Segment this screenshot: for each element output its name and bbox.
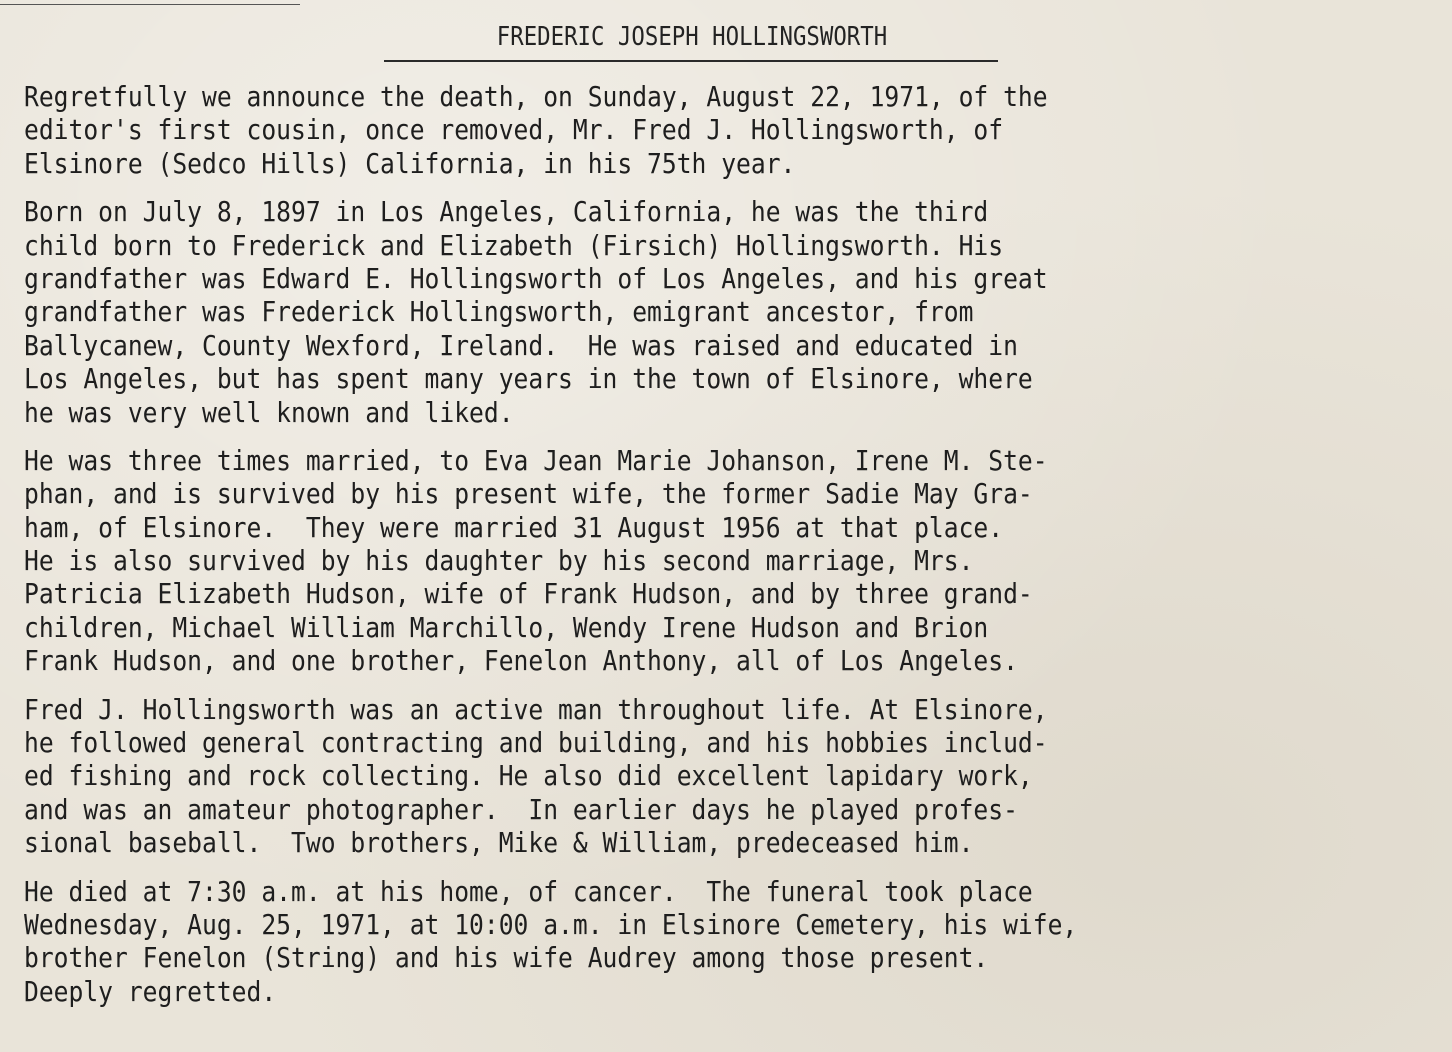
text-line: Born on July 8, 1897 in Los Angeles, California, he was the third <box>24 195 989 229</box>
text-line: Los Angeles, but has spent many years in the town of Elsinore, where <box>24 362 1033 396</box>
text-line: Elsinore (Sedco Hills) California, in his 75th year. <box>24 146 796 180</box>
paragraph-2 <box>24 195 1434 429</box>
text-line: Ballycanew, County Wexford, Ireland. He was raised and educated in <box>24 328 1018 362</box>
text-line: Regretfully we announce the death, on Sunday, August 22, 1971, of the <box>24 80 1048 113</box>
text-line: child born to Frederick and Elizabeth (Firsich) Hollingsworth. His <box>24 228 1004 262</box>
text-line: Patricia Elizabeth Hudson, wife of Frank Hudson, and by three grand- <box>24 577 1033 611</box>
title-underline <box>384 60 998 62</box>
text-line: grandfather was Frederick Hollingsworth, emigrant ancestor, from <box>24 295 974 329</box>
text-line: He died at 7:30 a.m. at his home, of cancer. The funeral took place <box>24 874 1033 908</box>
paragraph-gap <box>24 429 1434 444</box>
text-line: Deeply regretted. <box>24 974 277 1008</box>
paragraph-5 <box>24 875 1434 1009</box>
top-edge-rule <box>0 4 300 5</box>
text-line: He was three times married, to Eva Jean Marie Johanson, Irene M. Ste- <box>24 443 1048 477</box>
paragraph-gap <box>24 180 1434 195</box>
paragraph-gap <box>24 678 1434 693</box>
text-line: children, Michael William Marchillo, Wendy Irene Hudson and Brion <box>24 610 989 644</box>
paragraph-4 <box>24 693 1434 860</box>
text-line: He is also survived by his daughter by his second marriage, Mrs. <box>24 544 974 578</box>
text-line: Fred J. Hollingsworth was an active man throughout life. At Elsinore, <box>24 692 1048 726</box>
text-line: Frank Hudson, and one brother, Fenelon Anthony, all of Los Angeles. <box>24 644 1018 678</box>
obituary-body <box>24 80 1434 1008</box>
text-line: grandfather was Edward E. Hollingsworth of Los Angeles, and his great <box>24 261 1048 295</box>
title-container <box>384 22 999 52</box>
text-line: phan, and is survived by his present wife, the former Sadie May Gra- <box>24 477 1033 511</box>
text-line: sional baseball. Two brothers, Mike & William, predeceased him. <box>24 826 974 860</box>
paragraph-3 <box>24 444 1434 678</box>
text-line: brother Fenelon (String) and his wife Audrey among those present. <box>24 941 989 975</box>
text-line: ed fishing and rock collecting. He also did excellent lapidary work, <box>24 759 1033 793</box>
text-line: editor's first cousin, once removed, Mr. Fred J. Hollingsworth, of <box>24 113 1004 147</box>
text-line: Wednesday, Aug. 25, 1971, at 10:00 a.m. in Elsinore Cemetery, his wife, <box>24 907 1078 941</box>
text-line: ham, of Elsinore. They were married 31 August 1956 at that place. <box>24 510 1004 544</box>
text-line: he was very well known and liked. <box>24 395 514 429</box>
paragraph-gap <box>24 860 1434 875</box>
text-line: he followed general contracting and building, and his hobbies includ- <box>24 726 1048 760</box>
paragraph-1 <box>24 80 1434 180</box>
text-line: and was an amateur photographer. In earlier days he played profes- <box>24 792 1018 826</box>
page-title: FREDERIC JOSEPH HOLLINGSWORTH <box>496 22 887 52</box>
